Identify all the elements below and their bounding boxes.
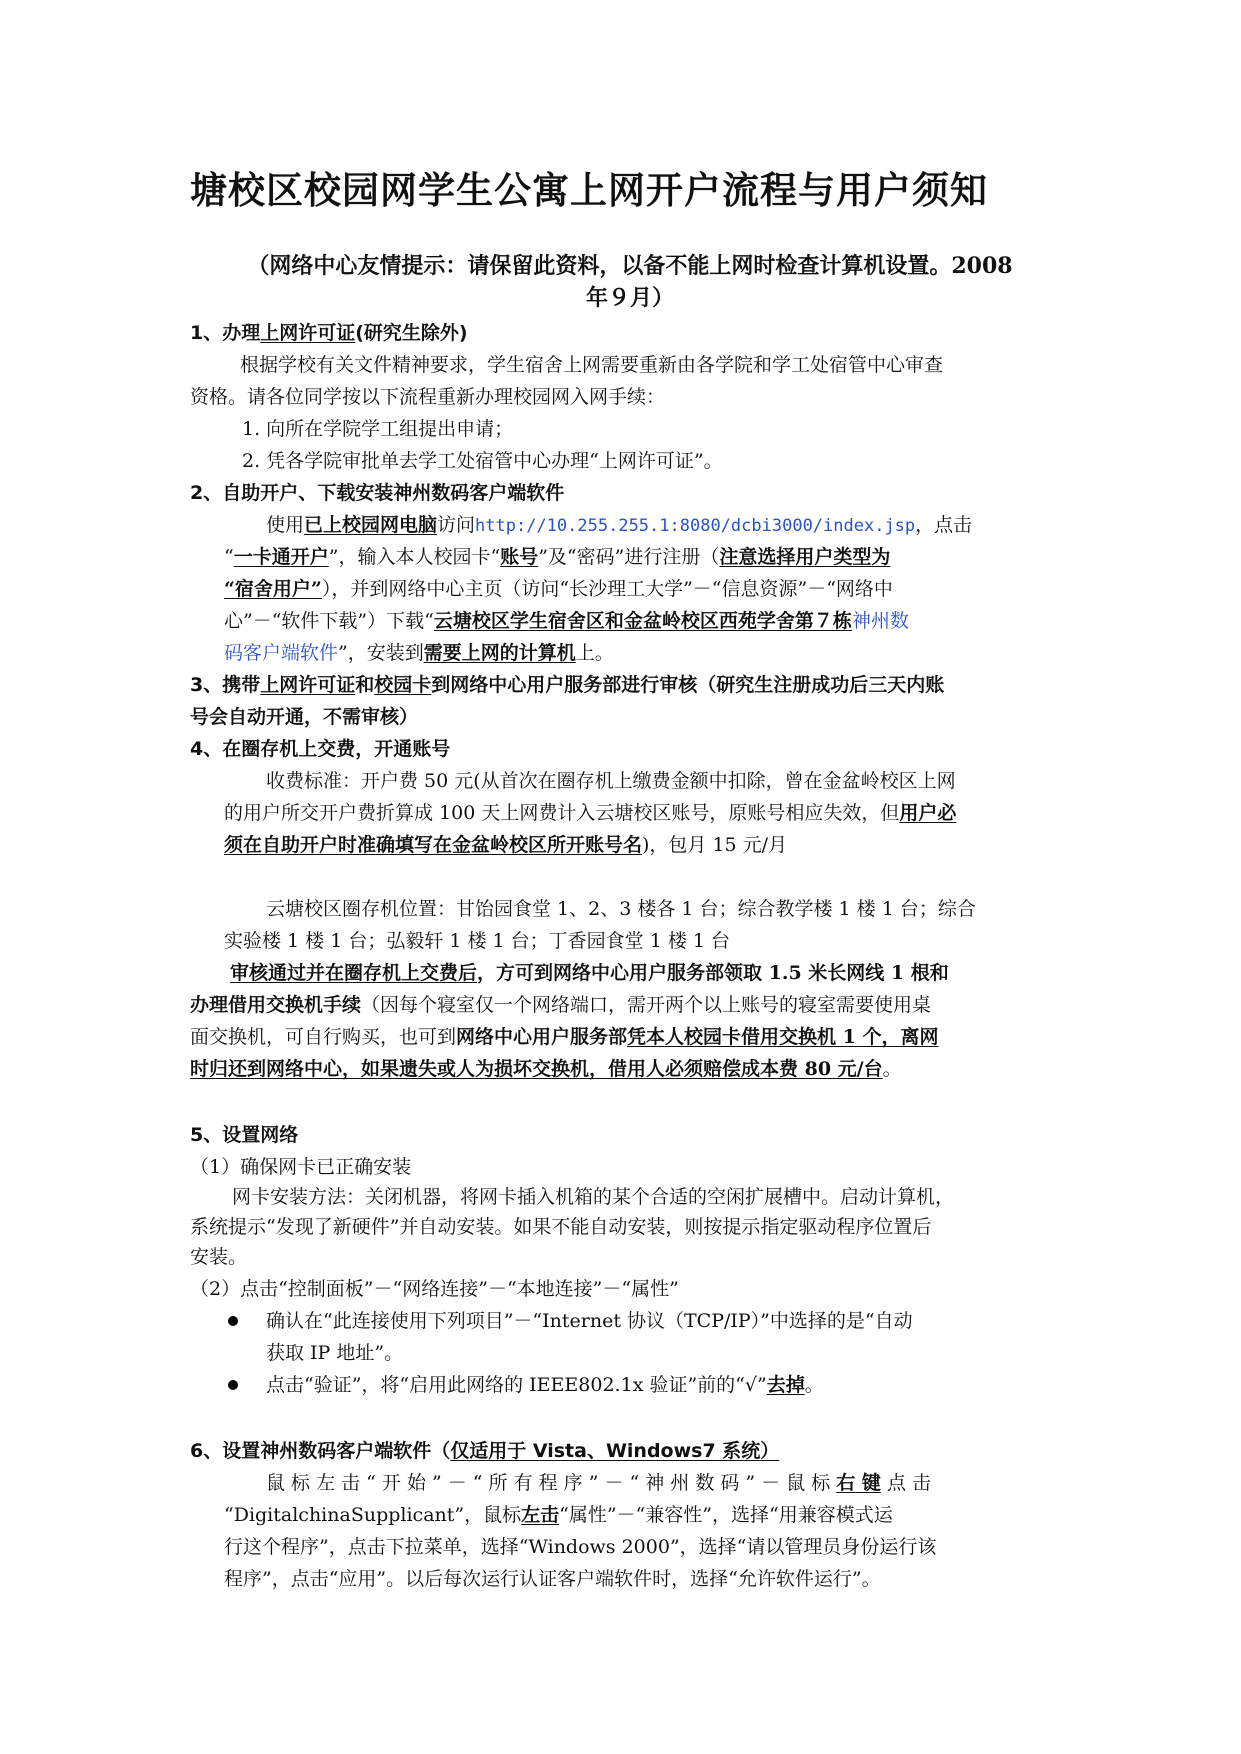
section-5-para-line-3: 安装。 xyxy=(190,1246,248,1268)
text: 点击“验证”，将“启用此网络的 IEEE802.1x 验证”前的“√” xyxy=(266,1374,767,1396)
text: 上。 xyxy=(575,642,614,664)
text: 。 xyxy=(804,1374,824,1396)
section-4-heading: 4、在圈存机上交费，开通账号 xyxy=(190,738,451,760)
section-6-line-4: 程序”，点击“应用”。以后每次运行认证客户端软件时，选择“允许软件运行”。 xyxy=(224,1568,881,1590)
text: ，点击 xyxy=(915,514,973,536)
text: “ xyxy=(224,546,234,568)
section-6-line-3: 行这个程序”，点击下拉菜单，选择“Windows 2000”，选择“请以管理员身份运行该 xyxy=(224,1536,937,1558)
text-emphasis: 用户必 xyxy=(899,802,957,824)
text: 鼠 标 左 击 “ 开 始 ” － “ 所 有 程 序 ” － “ 神 州 数 码 ” － 鼠 标 xyxy=(266,1472,837,1494)
section-5-bullet-1-line-1: 确认在“此连接使用下列项目”－“Internet 协议（TCP/IP）”中选择的是“自动 xyxy=(266,1310,913,1332)
text-emphasis: 时归还到网络中心，如果遗失或人为损坏交换机，借用人必须赔偿成本费 80 元/台 xyxy=(190,1058,883,1080)
text: “属性”－“兼容性”，选择“用兼容模式运 xyxy=(559,1504,893,1526)
text-link-style: 神州数 xyxy=(851,610,909,632)
section-6-heading xyxy=(190,1436,779,1466)
section-1-item-1: 1. 向所在学院学工组提出申请； xyxy=(242,418,514,440)
section-4-rule-line-4 xyxy=(190,1054,902,1084)
text-emphasis: 云塘校区学生宿舍区和金盆岭校区西苑学舍第７栋 xyxy=(433,610,852,632)
section-4-rule-line-2 xyxy=(190,990,931,1020)
section-4-fee-line-2 xyxy=(224,798,956,828)
text-emphasis: 已上校园网电脑 xyxy=(304,514,438,536)
section-4-rule-line-3 xyxy=(190,1022,938,1052)
text: 点 击 xyxy=(880,1472,931,1494)
subtitle-line-1: （网络中心友情提示：请保留此资料，以备不能上网时检查计算机设置。2008 xyxy=(247,253,1013,279)
text-bold: ，方可到网络中心用户服务部领取 1.5 米长网线 1 根和 xyxy=(477,962,949,984)
section-3-heading-line-2: 号会自动开通，不需审核） xyxy=(190,706,419,728)
text-bold: 办理借用交换机手续 xyxy=(190,994,362,1016)
text: 面交换机，可自行购买，也可到 xyxy=(190,1026,457,1048)
text-emphasis: 校园卡 xyxy=(374,674,432,696)
section-2-line-2 xyxy=(224,542,890,572)
text-emphasis: 一卡通开户 xyxy=(233,546,329,568)
section-5-para-line-1: 网卡安装方法：关闭机器，将网卡插入机箱的某个合适的空闲扩展槽中。启动计算机， xyxy=(232,1186,955,1208)
text-emphasis: 去掉 xyxy=(766,1374,805,1396)
text: ”及“密码”进行注册（ xyxy=(538,546,720,568)
text-link-style: 码客户端软件 xyxy=(224,642,339,664)
section-1-heading xyxy=(190,318,468,348)
text-bold: 网络中心用户服务部 xyxy=(456,1026,628,1048)
section-4-fee-line-3 xyxy=(224,830,787,860)
section-2-line-4 xyxy=(224,606,909,636)
page-title: 塘校区校园网学生公寓上网开户流程与用户须知 xyxy=(190,171,988,212)
text: 3、携带 xyxy=(190,674,261,696)
text: 的用户所交开户费折算成 100 天上网费计入云塘校区账号，原账号相应失效，但 xyxy=(224,802,900,824)
text: ”，安装到 xyxy=(338,642,424,664)
text: 6、设置神州数码客户端软件（ xyxy=(190,1440,451,1462)
section-4-location-line-2: 实验楼 1 楼 1 台；弘毅轩 1 楼 1 台；丁香园食堂 1 楼 1 台 xyxy=(224,930,731,952)
text-emphasis: 凭本人校园卡借用交换机 1 个，离网 xyxy=(627,1026,939,1048)
section-6-line-1 xyxy=(266,1468,931,1498)
subtitle-line-2: 年９月） xyxy=(585,285,674,311)
section-6-line-2 xyxy=(224,1500,893,1530)
text-emphasis: 右 键 xyxy=(836,1472,881,1494)
text-emphasis: 左击 xyxy=(521,1504,560,1526)
text: ），并到网络中心主页（访问“长沙理工大学”－“信息资源”－“网络中 xyxy=(321,578,893,600)
text-emphasis: 须在自助开户时准确填写在金盆岭校区所开账号名 xyxy=(224,834,643,856)
section-2-line-5 xyxy=(224,638,614,668)
text-emphasis: 审核通过并在圈存机上交费后 xyxy=(230,962,478,984)
text-emphasis: 需要上网的计算机 xyxy=(423,642,576,664)
text: 访问 xyxy=(437,514,476,536)
section-1-item-2: 2. 凭各学院审批单去学工处宿管中心办理“上网许可证”。 xyxy=(242,450,723,472)
section-1-para-line-2: 资格。请各位同学按以下流程重新办理校园网入网手续： xyxy=(190,386,666,408)
bullet-icon xyxy=(228,1380,238,1390)
section-5-bullet-1-line-2: 获取 IP 地址”。 xyxy=(266,1342,404,1364)
text-emphasis: 账号 xyxy=(500,546,539,568)
section-4-fee-line-1: 收费标准：开户费 50 元(从首次在圈存机上缴费金额中扣除，曾在金盆岭校区上网 xyxy=(266,770,956,792)
section-1-num: 1、办理 xyxy=(190,322,261,344)
text: （因每个寝室仅一个网络端口，需开两个以上账号的寝室需要使用桌 xyxy=(361,994,932,1016)
text-emphasis: 上网许可证 xyxy=(260,674,356,696)
text: “DigitalchinaSupplicant”，鼠标 xyxy=(224,1504,522,1526)
text-emphasis: 注意选择用户类型为 xyxy=(719,546,891,568)
bullet-icon xyxy=(228,1316,238,1326)
section-5-sub-1: （1）确保网卡已正确安装 xyxy=(190,1156,412,1178)
section-4-location-line-1: 云塘校区圈存机位置：甘饴园食堂 1、2、3 楼各 1 台；综合教学楼 1 楼 1 台；综合 xyxy=(266,898,976,920)
section-1-note: (研究生除外) xyxy=(355,322,468,344)
text: )，包月 15 元/月 xyxy=(642,834,788,856)
text-emphasis: 仅适用于 Vista、Windows7 系统） xyxy=(450,1440,780,1462)
section-4-rule-line-1 xyxy=(230,958,949,988)
text: 和 xyxy=(355,674,375,696)
text: 使用 xyxy=(266,514,305,536)
text: 到网络中心用户服务部进行审核（研究生注册成功后三天内账 xyxy=(431,674,945,696)
text: 心”－“软件下载”）下载“ xyxy=(224,610,434,632)
section-3-heading-line-1 xyxy=(190,670,944,700)
client-url-link[interactable]: http://10.255.255.1:8080/dcbi3000/index.jsp xyxy=(475,516,916,536)
section-5-heading: 5、设置网络 xyxy=(190,1124,299,1146)
section-5-sub-2: （2）点击“控制面板”－“网络连接”－“本地连接”－“属性” xyxy=(190,1278,679,1300)
section-1-para-line-1: 根据学校有关文件精神要求，学生宿舍上网需要重新由各学院和学工处宿管中心审查 xyxy=(240,354,944,376)
text-emphasis: “宿舍用户” xyxy=(224,578,322,600)
text: ”，输入本人校园卡“ xyxy=(328,546,501,568)
section-2-line-3 xyxy=(224,574,893,604)
text: 。 xyxy=(882,1058,902,1080)
section-2-heading: 2、自助开户、下载安装神州数码客户端软件 xyxy=(190,482,565,504)
section-2-line-1 xyxy=(266,510,972,541)
section-5-bullet-2 xyxy=(266,1370,824,1400)
section-1-permit: 上网许可证 xyxy=(260,322,356,344)
section-5-para-line-2: 系统提示“发现了新硬件”并自动安装。如果不能自动安装，则按提示指定驱动程序位置后 xyxy=(190,1216,932,1238)
